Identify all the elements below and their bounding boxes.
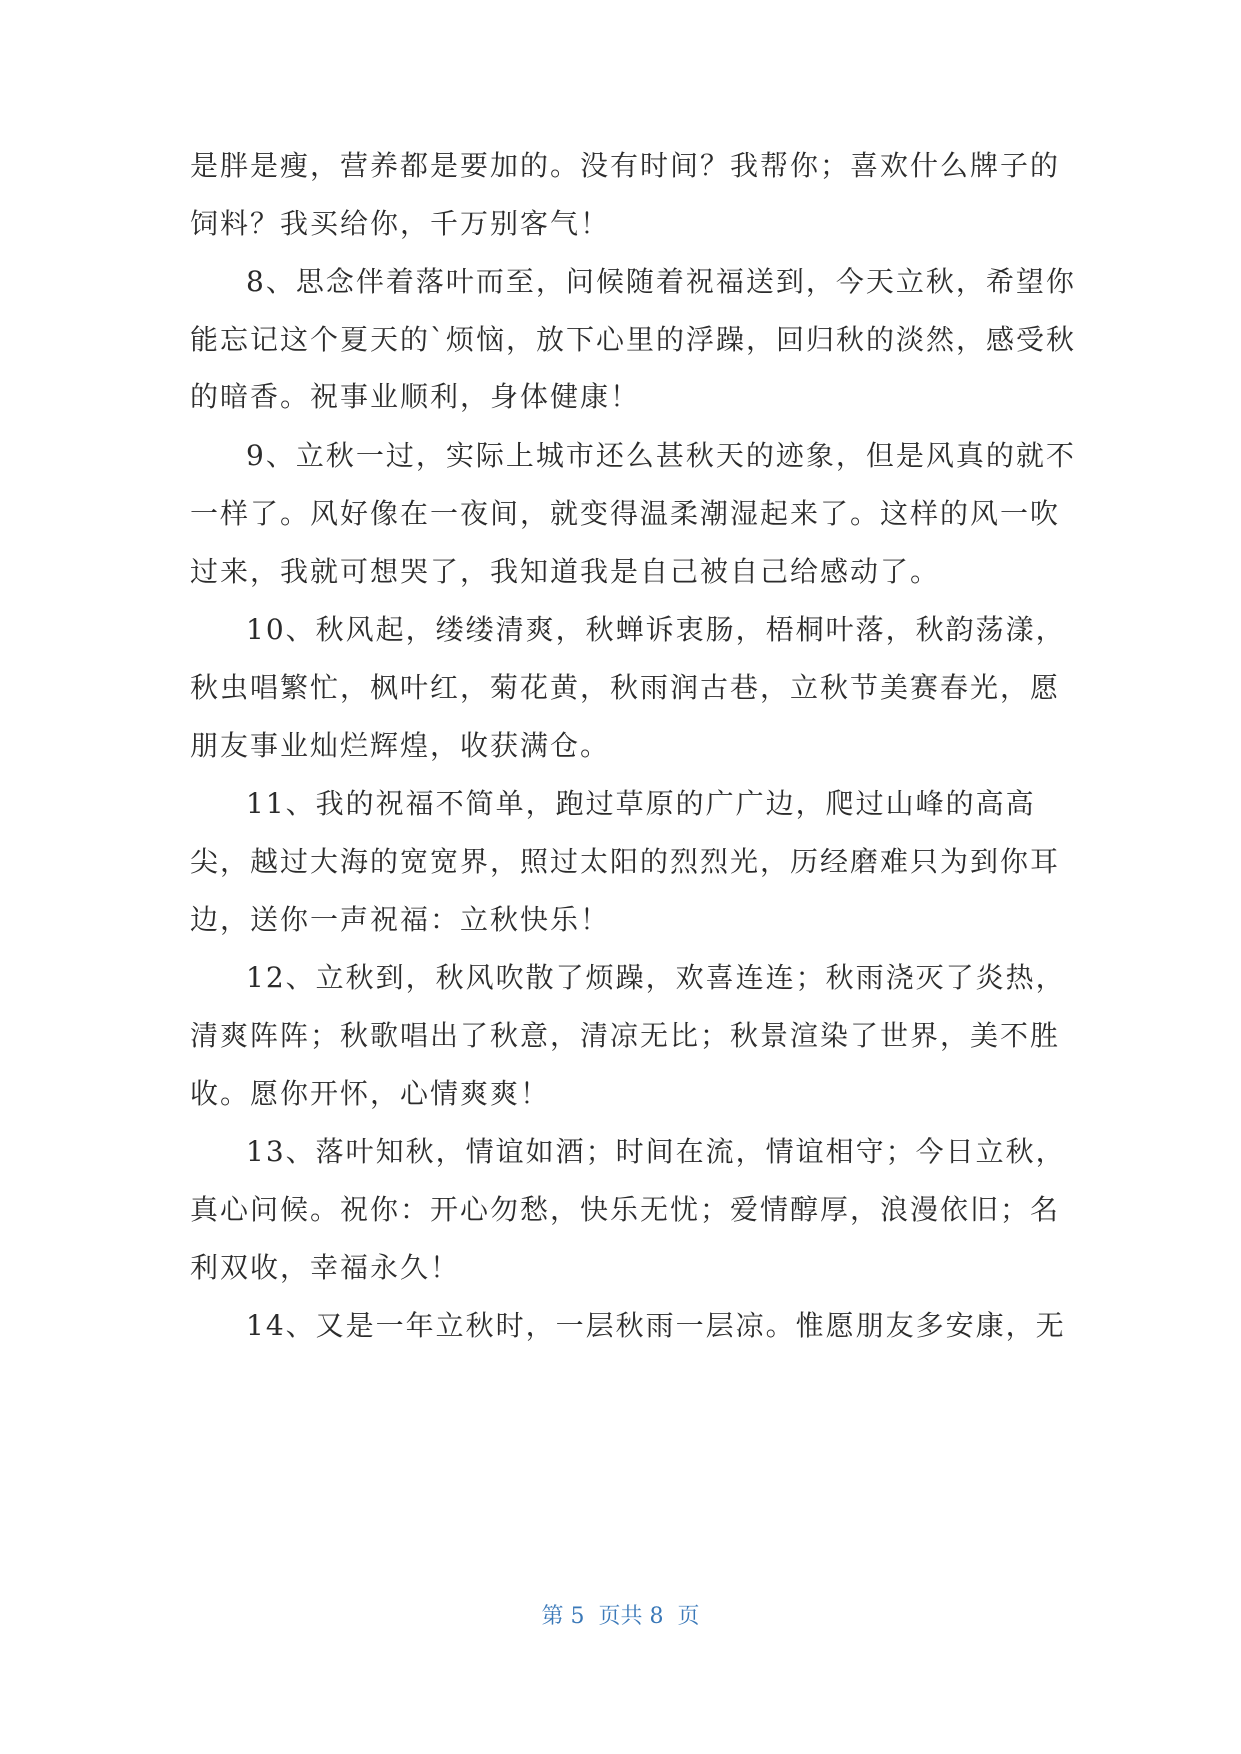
text-line: 11、我的祝福不简单，跑过草原的广广边，爬过山峰的高高	[246, 787, 1036, 820]
text-line: 13、落叶知秋，情谊如酒；时间在流，情谊相守；今日立秋，	[246, 1135, 1066, 1168]
text-line: 利双收，幸福永久！	[190, 1251, 461, 1284]
text-line: 是胖是瘦，营养都是要加的。没有时间？我帮你；喜欢什么牌子的	[190, 149, 1061, 182]
text-line: 收。愿你开怀，心情爽爽！	[190, 1077, 551, 1110]
text-line: 10、秋风起，缕缕清爽，秋蝉诉衷肠，梧桐叶落，秋韵荡漾，	[246, 613, 1066, 646]
text-line: 真心问候。祝你：开心勿愁，快乐无忧；爱情醇厚，浪漫依旧；名	[190, 1193, 1061, 1226]
text-line: 14、又是一年立秋时，一层秋雨一层凉。惟愿朋友多安康，无	[246, 1309, 1066, 1342]
text-line: 秋虫唱繁忙，枫叶红，菊花黄，秋雨润古巷，立秋节美赛春光，愿	[190, 671, 1061, 704]
text-line: 一样了。风好像在一夜间，就变得温柔潮湿起来了。这样的风一吹	[190, 497, 1061, 530]
text-line: 饲料？我买给你，千万别客气！	[190, 207, 611, 240]
text-line: 8、思念伴着落叶而至，问候随着祝福送到，今天立秋，希望你	[246, 265, 1076, 298]
text-line: 能忘记这个夏天的`烦恼，放下心里的浮躁，回归秋的淡然，感受秋	[190, 323, 1077, 356]
text-line: 尖，越过大海的宽宽界，照过太阳的烈烈光，历经磨难只为到你耳	[190, 845, 1061, 878]
page-number-footer: 第 5 页共 8 页	[541, 1604, 700, 1629]
text-line: 9、立秋一过，实际上城市还么甚秋天的迹象，但是风真的就不	[246, 439, 1076, 472]
text-line: 12、立秋到，秋风吹散了烦躁，欢喜连连；秋雨浇灭了炎热，	[246, 961, 1066, 994]
text-line: 边，送你一声祝福：立秋快乐！	[190, 903, 611, 936]
text-line: 的暗香。祝事业顺利，身体健康！	[190, 380, 641, 413]
text-line: 清爽阵阵；秋歌唱出了秋意，清凉无比；秋景渲染了世界，美不胜	[190, 1019, 1061, 1052]
text-line: 朋友事业灿烂辉煌，收获满仓。	[190, 729, 611, 762]
text-line: 过来，我就可想哭了，我知道我是自己被自己给感动了。	[190, 555, 941, 588]
